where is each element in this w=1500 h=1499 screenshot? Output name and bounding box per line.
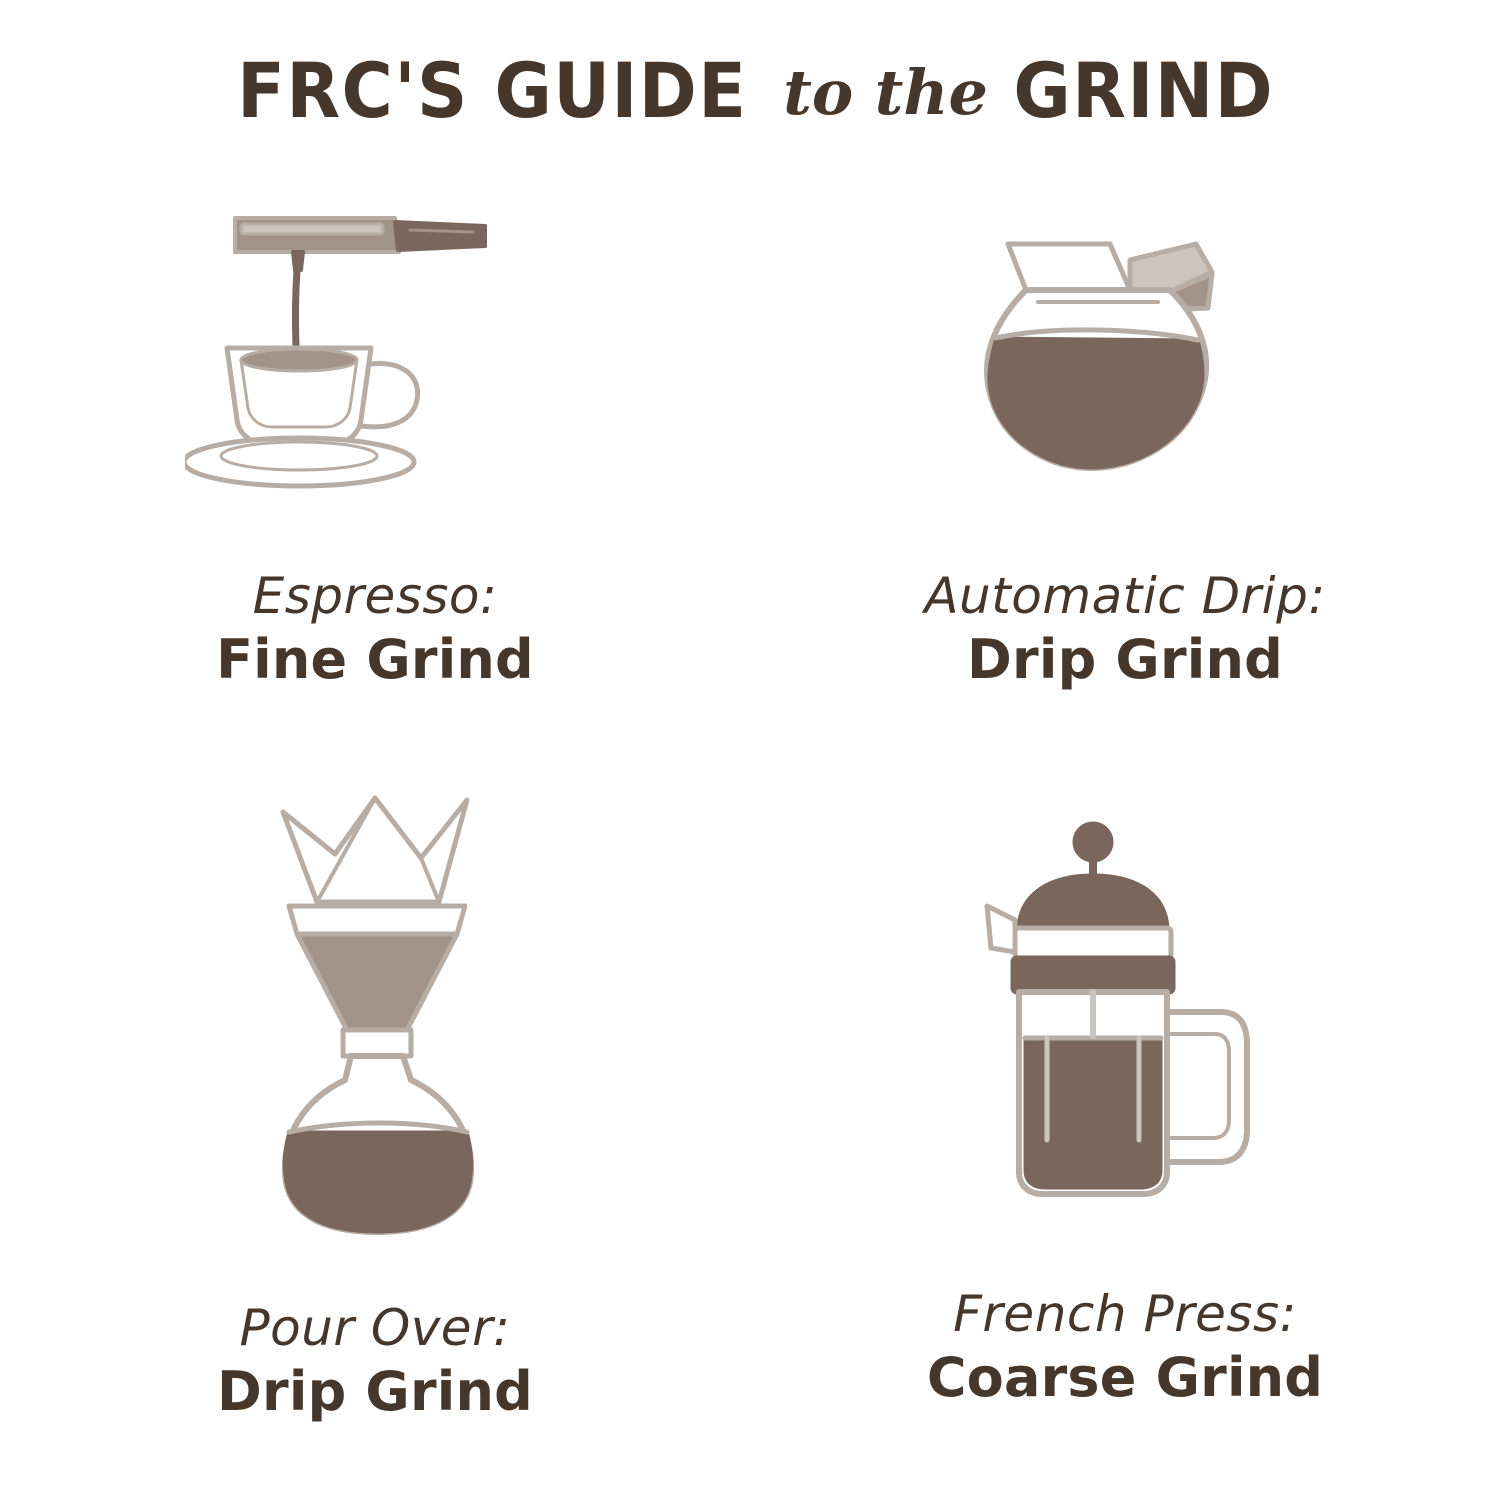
method-card-pour-over (0, 750, 750, 1460)
pour-over-chemex-icon (225, 780, 525, 1250)
method-label: French Press: (953, 1285, 1297, 1343)
grind-label: Drip Grind (217, 1360, 533, 1423)
french-press-icon (975, 820, 1275, 1250)
method-grid (0, 200, 1500, 1460)
method-card-espresso (0, 200, 750, 750)
drip-coffee-carafe-icon (960, 230, 1290, 530)
pour-over-art (225, 750, 525, 1250)
title-part-three: GRIND (1013, 46, 1275, 135)
page-title (0, 46, 1500, 135)
grind-label: Coarse Grind (926, 1346, 1324, 1409)
method-label: Espresso: (252, 567, 498, 625)
caption-pour-over (217, 1300, 533, 1422)
grind-label: Drip Grind (967, 628, 1283, 691)
method-label: Pour Over: (239, 1299, 511, 1357)
title-part-two: to the (783, 56, 988, 129)
drip-art (960, 200, 1290, 530)
caption-french-press (927, 1286, 1323, 1408)
espresso-machine-cup-icon (185, 200, 565, 530)
caption-automatic-drip (924, 568, 1325, 690)
method-label: Automatic Drip: (924, 567, 1326, 625)
title-part-one: FRC'S GUIDE (236, 46, 748, 135)
grind-label: Fine Grind (216, 628, 534, 691)
method-card-automatic-drip (750, 200, 1500, 750)
espresso-art (185, 200, 565, 530)
caption-espresso (216, 568, 534, 690)
method-card-french-press (750, 750, 1500, 1460)
french-press-art (975, 750, 1275, 1250)
